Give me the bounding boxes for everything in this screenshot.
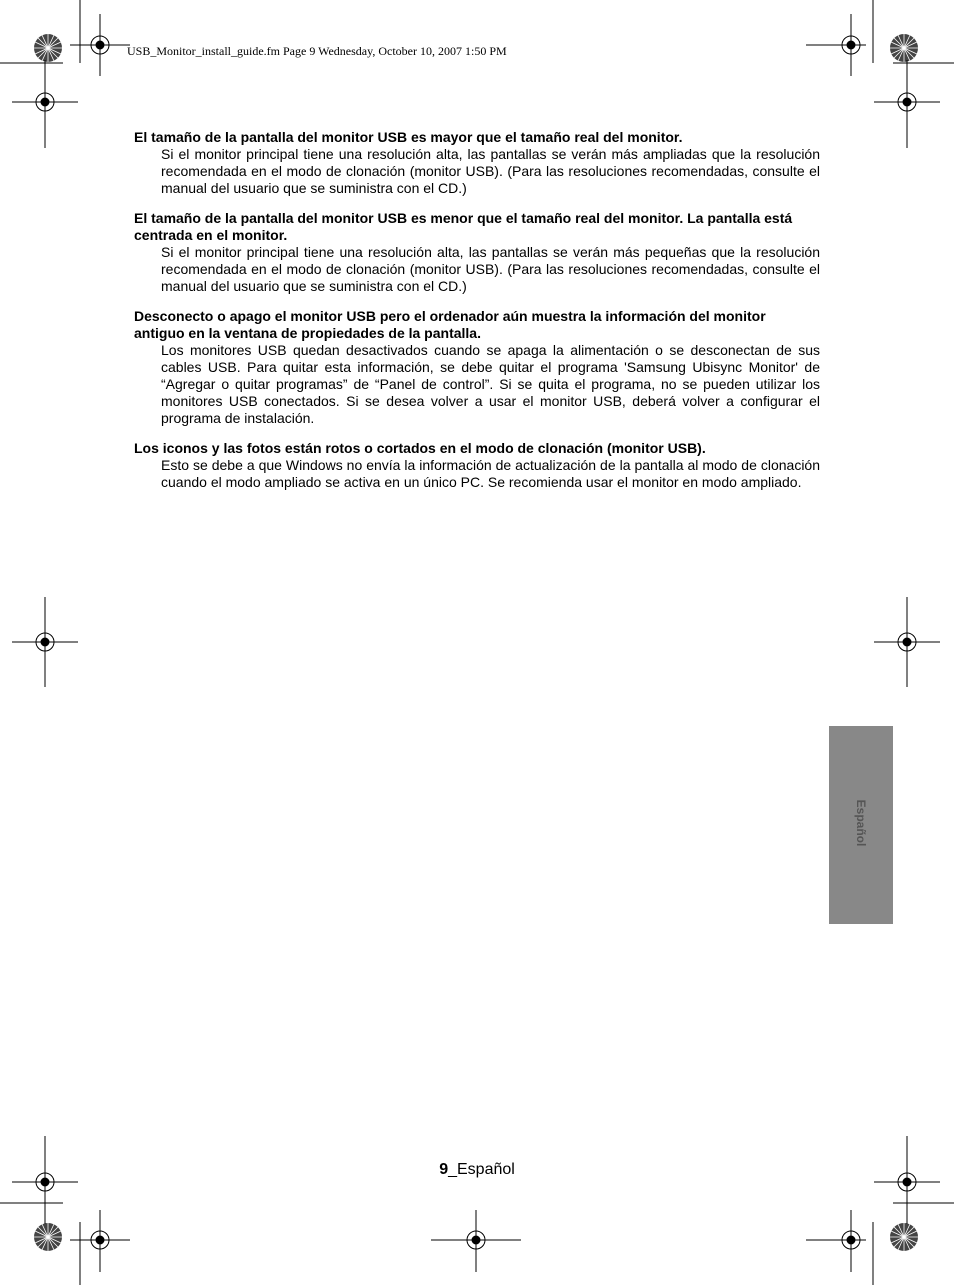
language-side-tab (829, 726, 893, 924)
faq-question: Desconecto o apago el monitor USB pero el ordenador aún muestra la información del monitor antiguo en la ventana de propiedades de la pantalla. (134, 308, 766, 341)
faq-answer: Si el monitor principal tiene una resolución alta, las pantallas se verán más pequeñas que la resolución recomendada en el modo de clonación (monitor USB). (Para las resoluciones recomendadas, consulte el manual del usuario que se suministra con el CD.) (161, 244, 820, 294)
faq-item (134, 210, 820, 295)
crosshair-mark (70, 1210, 130, 1272)
print-header: USB_Monitor_install_guide.fm Page 9 Wednesday, October 10, 2007 1:50 PM (127, 44, 507, 58)
crosshair-mark (874, 1136, 940, 1224)
crosshair-mark (431, 1210, 521, 1272)
crosshair-mark (70, 14, 130, 76)
page-number: 9 (439, 1161, 449, 1178)
faq-question: Los iconos y las fotos están rotos o cortados en el modo de clonación (monitor USB). (134, 440, 706, 456)
faq-answer: Esto se debe a que Windows no envía la información de actualización de la pantalla al modo de clonación cuando el modo ampliado se activa en un único PC. Se recomienda usar el monitor en modo ampliado. (161, 457, 820, 490)
faq-item (134, 129, 820, 197)
crosshair-mark (12, 60, 78, 148)
crosshair-mark (806, 14, 866, 76)
faq-item (134, 440, 820, 491)
crosshair-mark (874, 597, 940, 687)
language-tab-label: Español (854, 799, 868, 847)
faq-answer: Los monitores USB quedan desactivados cuando se apaga la alimentación o se desconectan de sus cables USB. Para quitar esta información, se debe quitar el programa 'Samsung Ubisync Monitor' de “Agregar o quitar programas” de “Panel de control”. Si se quita el programa, no se pueden utilizar los monitores USB conectados. Si se desea volver a usar el monitor USB, deberá volver a configurar el programa de instalación. (161, 342, 820, 426)
crosshair-mark (12, 1136, 78, 1224)
crosshair-mark (806, 1210, 866, 1272)
page-footer (0, 1161, 954, 1179)
starburst-mark-top-left (34, 34, 62, 62)
faq-answer: Si el monitor principal tiene una resolución alta, las pantallas se verán más ampliadas que la resolución recomendada en el modo de clonación (monitor USB). (Para las resoluciones recomendadas, consulte el manual del usuario que se suministra con el CD.) (161, 146, 820, 196)
starburst-mark-bottom-left (34, 1223, 62, 1251)
starburst-mark-bottom-right (890, 1223, 918, 1251)
faq-question: El tamaño de la pantalla del monitor USB es menor que el tamaño real del monitor. La pantalla está centrada en el monitor. (134, 210, 793, 243)
faq-item (134, 308, 820, 427)
faq-question: El tamaño de la pantalla del monitor USB es mayor que el tamaño real del monitor. (134, 129, 683, 145)
footer-language: _Español (448, 1161, 515, 1178)
crosshair-mark (874, 60, 940, 148)
starburst-mark-top-right (890, 34, 918, 62)
troubleshooting-content (134, 129, 820, 504)
crosshair-mark (12, 597, 78, 687)
